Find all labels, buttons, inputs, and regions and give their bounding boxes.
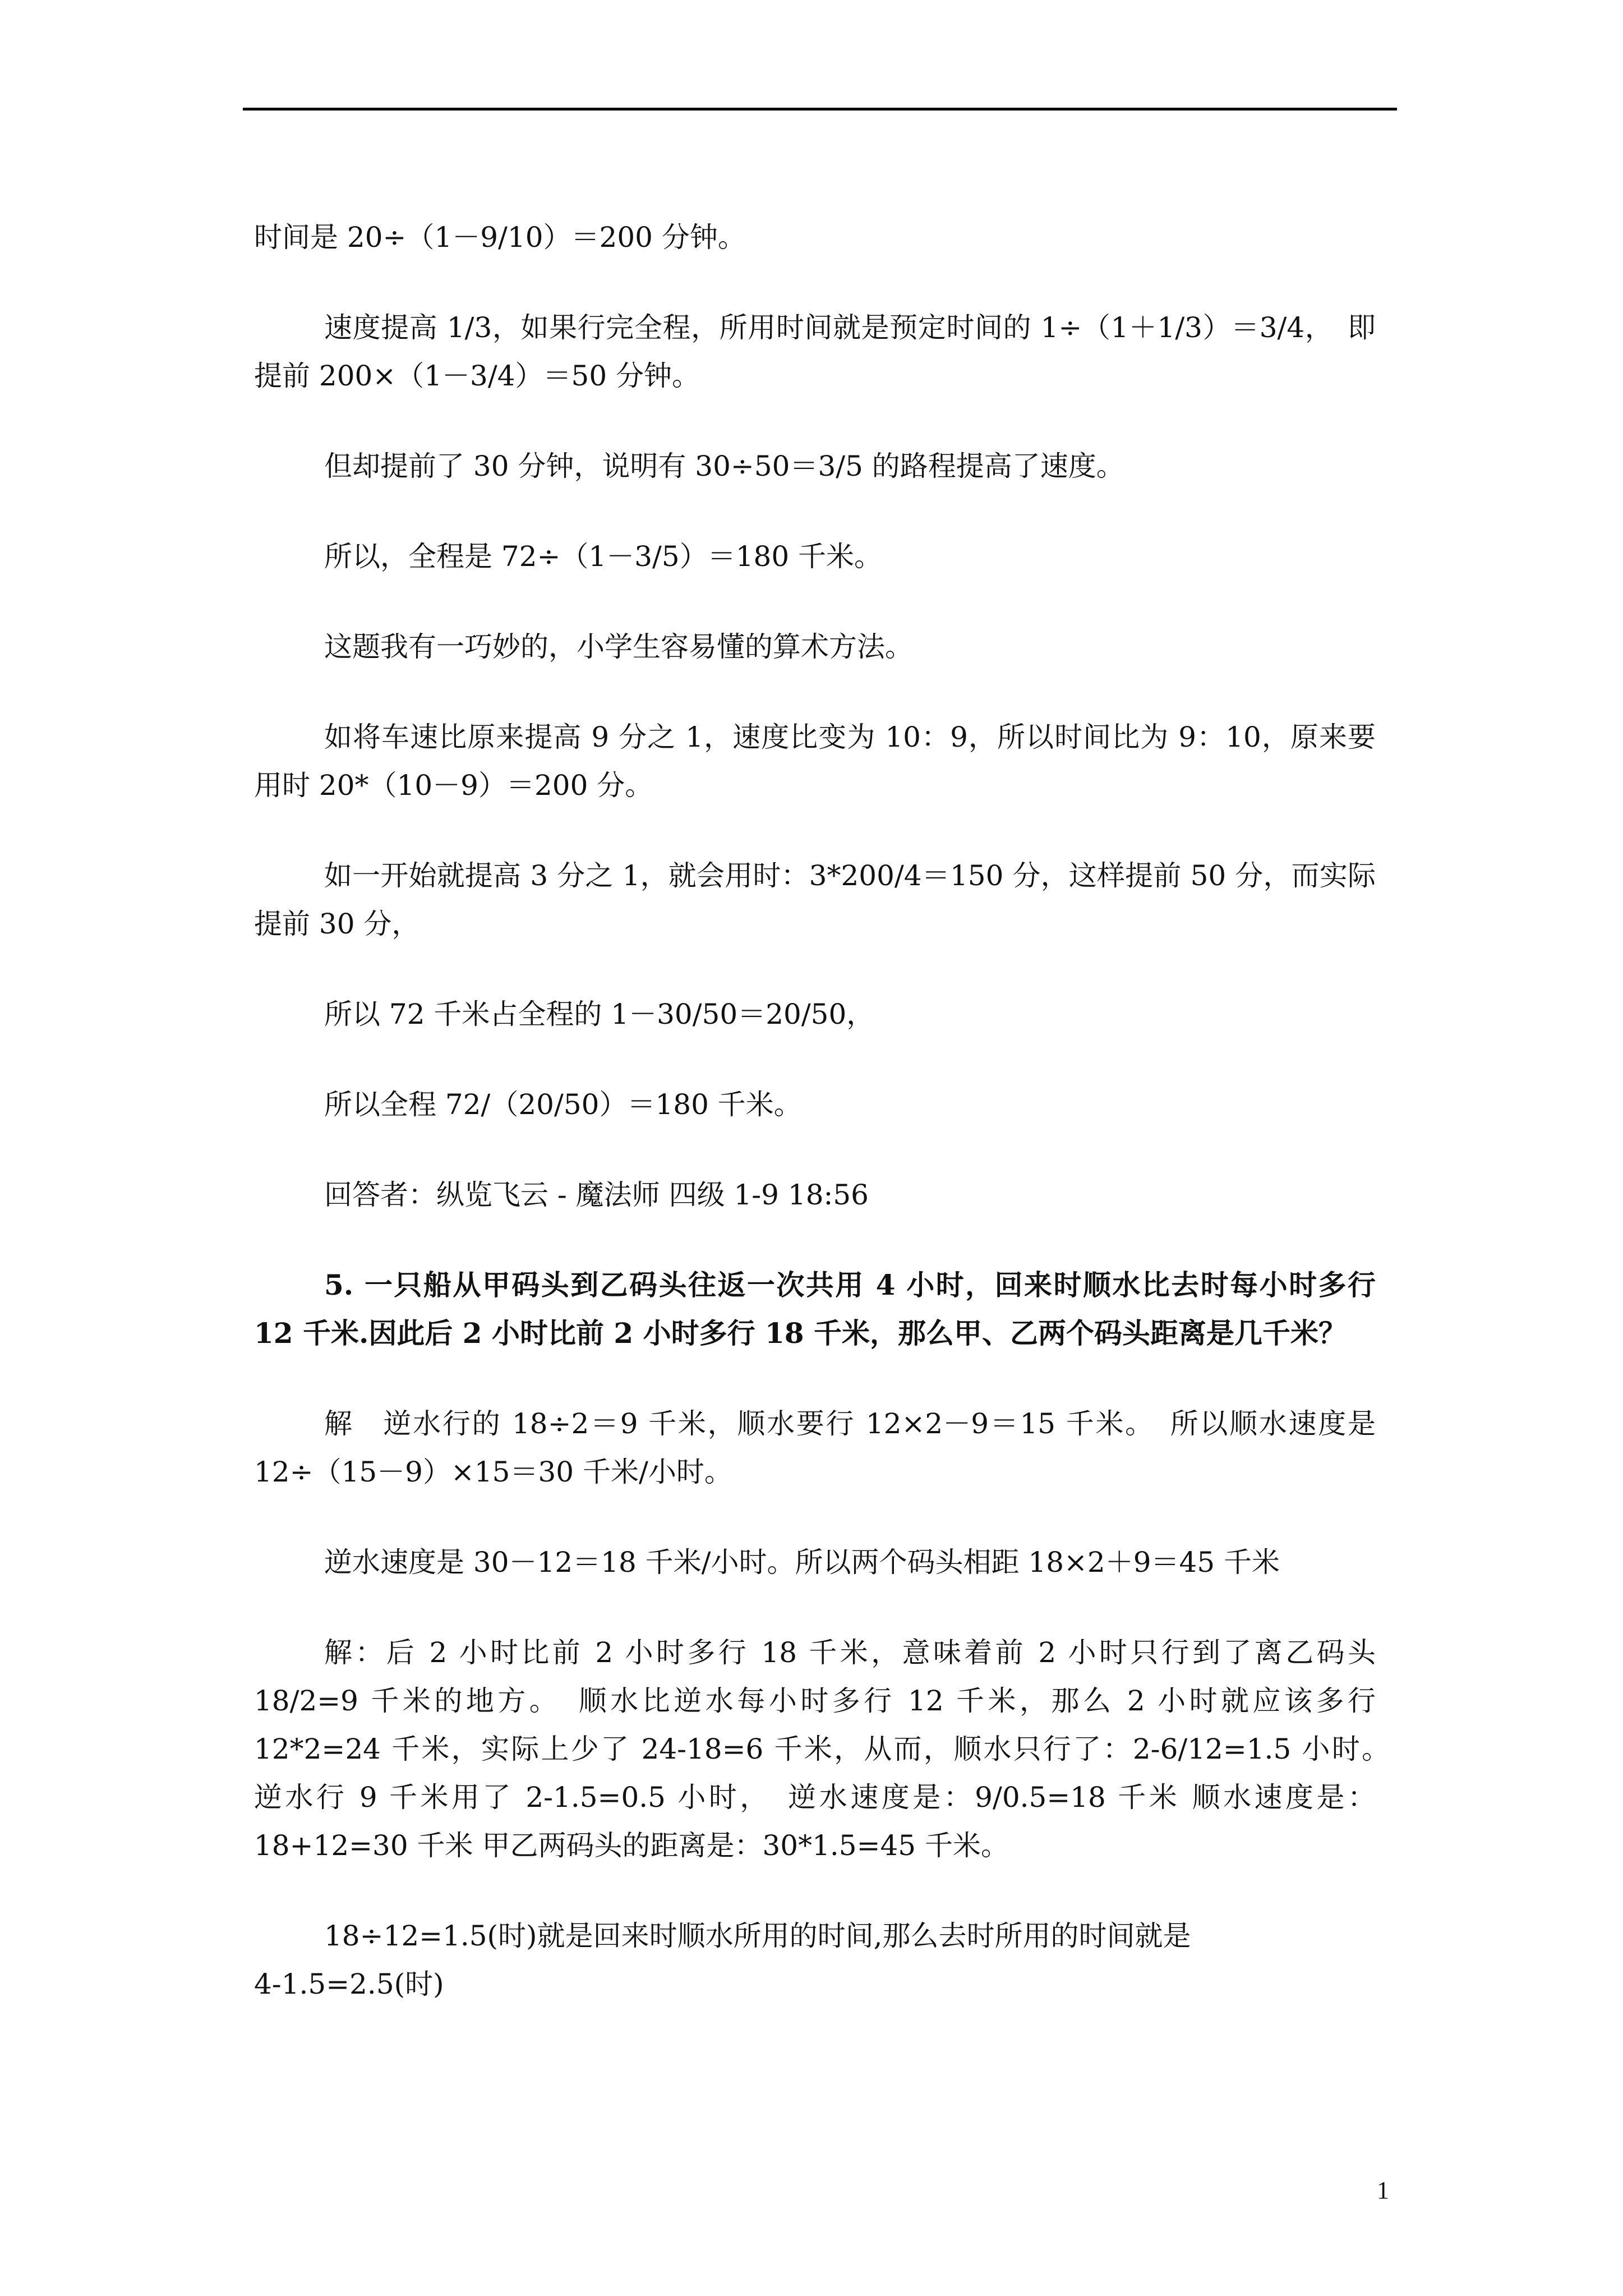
paragraph: 如一开始就提高 3 分之 1，就会用时：3*200/4＝150 分，这样提前 50 分，而实际提前 30 分， <box>254 859 1376 940</box>
paragraph: 时间是 20÷（1－9/10）＝200 分钟。 <box>254 221 746 254</box>
paragraph: 所以，全程是 72÷（1－3/5）＝180 千米。 <box>324 540 883 573</box>
page-number: 1 <box>1377 2177 1389 2204</box>
paragraph: 这题我有一巧妙的，小学生容易懂的算术方法。 <box>324 631 913 663</box>
paragraph: 所以 72 千米占全程的 1－30/50＝20/50， <box>324 998 875 1030</box>
question-heading: 5. 一只船从甲码头到乙码头往返一次共用 4 小时，回来时顺水比去时每小时多行 12 千米.因此后 2 小时比前 2 小时多行 18 千米，那么甲、乙两个码头距离是几千米？ <box>254 1268 1386 1350</box>
paragraph: 所以全程 72/（20/50）＝180 千米。 <box>324 1088 802 1121</box>
answerer-line: 回答者：纵览飞云 - 魔法师 四级 1-9 18:56 <box>324 1179 869 1211</box>
header-rule <box>243 108 1397 111</box>
paragraph: 但却提前了 30 分钟，说明有 30÷50＝3/5 的路程提高了速度。 <box>324 450 1124 482</box>
paragraph: 如将车速比原来提高 9 分之 1，速度比变为 10：9，所以时间比为 9：10，原来要用时 20*（10－9）＝200 分。 <box>254 721 1376 802</box>
paragraph: 速度提高 1/3，如果行完全程，所用时间就是预定时间的 1÷（1＋1/3）＝3/4， 即提前 200×（1－3/4）＝50 分钟。 <box>254 311 1376 392</box>
paragraph: 解 逆水行的 18÷2＝9 千米，顺水要行 12×2－9＝15 千米。 所以顺水速度是 12÷（15－9）×15＝30 千米/小时。 <box>254 1407 1385 1488</box>
document-body <box>254 213 1404 2050</box>
paragraph: 逆水速度是 30－12＝18 千米/小时。所以两个码头相距 18×2＋9＝45 千米 <box>324 1546 1280 1579</box>
paragraph: 解：后 2 小时比前 2 小时多行 18 千米，意味着前 2 小时只行到了离乙码头 18/2=9 千米的地方。 顺水比逆水每小时多行 12 千米，那么 2 小时就应该多行 12*2=24 千米，实际上少了 24-18=6 千米，从而，顺水只行了：2-6/12=1.5 小时。 逆水行 9 千米用了 2-1.5=0.5 小时， 逆水速度是：9/0.5=18 千米 顺水速度是：18+12=30 千米 甲乙两码头的距离是：30*1.5=45 千米。 <box>254 1636 1404 1862</box>
paragraph: 18÷12=1.5(时)就是回来时顺水所用的时间,那么去时所用的时间就是 4-1.5=2.5(时) <box>254 1920 1191 2000</box>
